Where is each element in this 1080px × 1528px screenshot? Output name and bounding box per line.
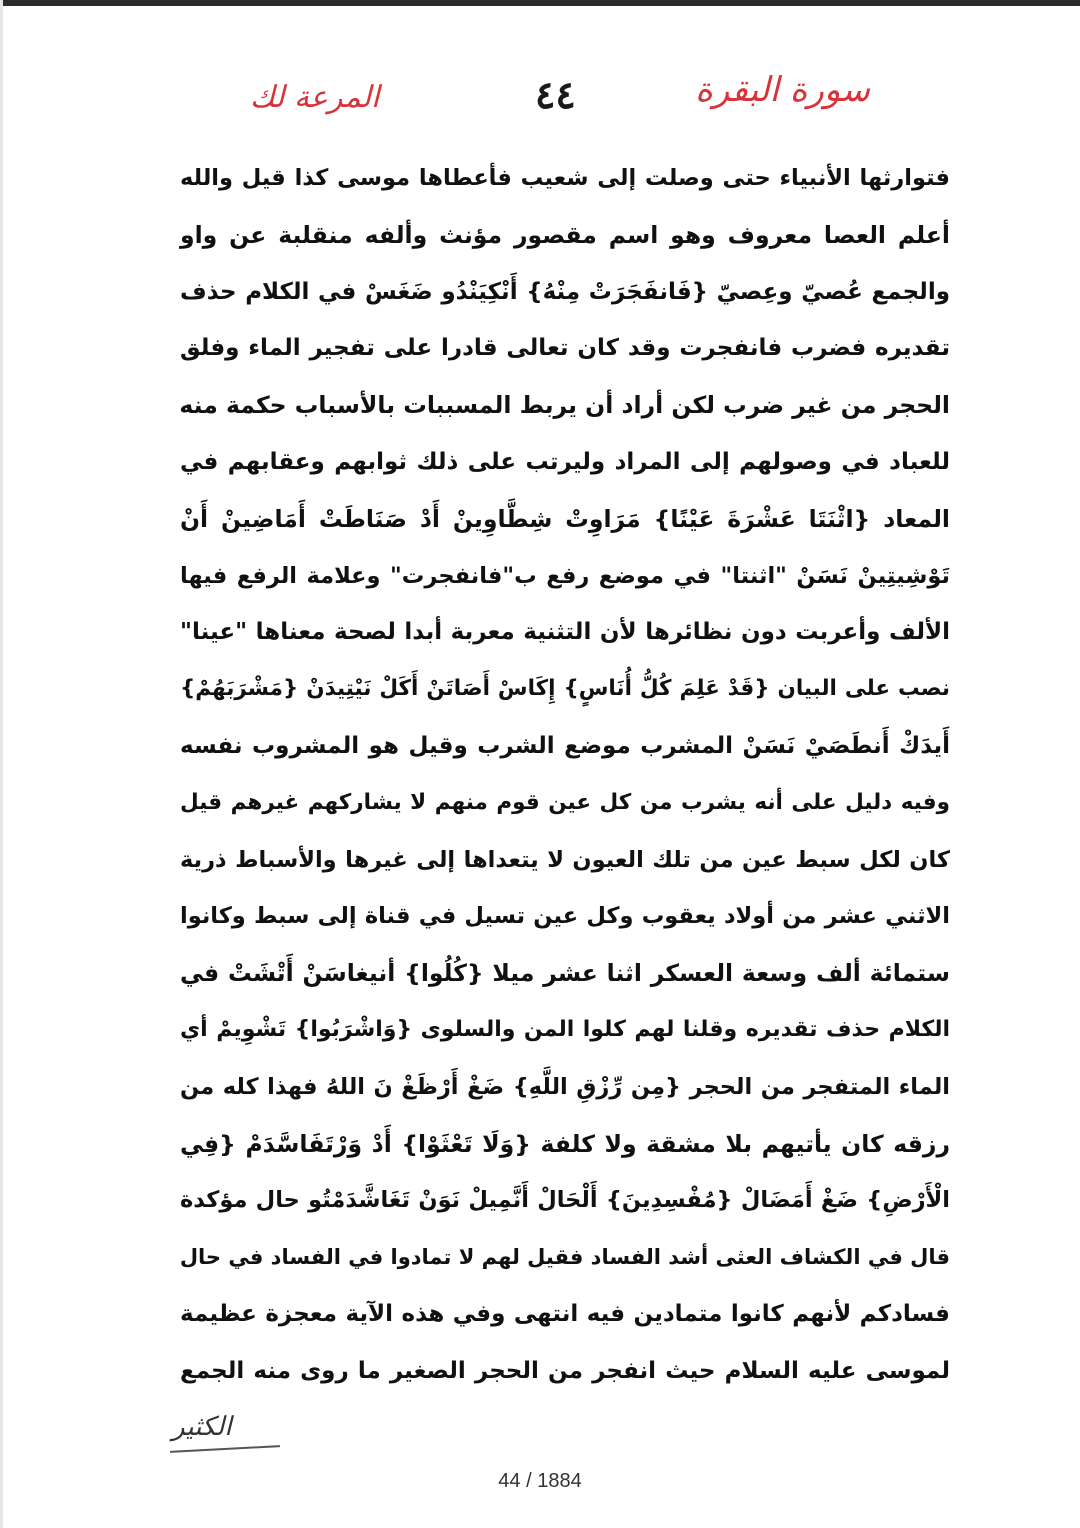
text-line: الاثني عشر من أولاد يعقوب وكل عين تسيل في قناة إلى سبط وكانوا	[180, 903, 950, 930]
text-line: رزقه كان يأتيهم بلا مشقة ولا كلفة {وَلَا تَعْثَوْا} أَدْ وَرْتَفَاسَّدَمْ {فِي	[180, 1129, 950, 1158]
header-note: المرعة لك	[250, 80, 380, 115]
text-line: المعاد {اثْنَتَا عَشْرَةَ عَيْنًا} مَرَاوِتْ شِطَّاوِينْ أَدْ صَنَاطَتْ أَمَاضِينْ أَنْ	[180, 504, 950, 533]
text-line: والجمع عُصيّ وعِصيّ {فَانفَجَرَتْ مِنْهُ} أَنْكِيَنْدُو ضَغَسْ في الكلام حذف	[180, 278, 950, 305]
text-line: تقديره فضرب فانفجرت وقد كان تعالى قادرا على تفجير الماء وفلق	[180, 335, 950, 362]
text-line: للعباد في وصولهم إلى المراد وليرتب على ذلك ثوابهم وعقابهم في	[180, 448, 950, 475]
body-text	[180, 150, 950, 1400]
text-line: لموسى عليه السلام حيث انفجر من الحجر الصغير ما روى منه الجمع	[180, 1357, 950, 1384]
text-line: الألف وأعربت دون نظائرها لأن التثنية معربة أبدا لصحة معناها "عينا"	[180, 619, 950, 646]
scan-edge-top	[0, 0, 1080, 6]
text-line: أعلم العصا معروف وهو اسم مقصور مؤنث وألفه منقلبة عن واو	[180, 220, 950, 249]
text-line: الحجر من غير ضرب لكن أراد أن يربط المسببات بالأسباب حكمة منه	[179, 391, 950, 420]
text-line: ستمائة ألف وسعة العسكر اثنا عشر ميلا {كُلُوا} أنيغاسَنْ أَتْشَتْ في	[180, 959, 950, 988]
text-line: فسادكم لأنهم كانوا متمادين فيه انتهى وفي هذه الآية معجزة عظيمة	[180, 1300, 950, 1327]
text-line: تَوْشِيتِينْ نَسَنْ "اثنتا" في موضع رفع ب"فانفجرت" وعلامة الرفع فيها	[180, 562, 950, 589]
page-number: ٤٤	[535, 72, 576, 117]
text-line: وفيه دليل على أنه يشرب من كل عين قوم منهم لا يشاركهم غيرهم قيل	[180, 789, 950, 815]
scan-edge-left	[0, 0, 3, 1528]
text-line: قال في الكشاف العثى أشد الفساد فقيل لهم لا تمادوا في الفساد في حال	[179, 1245, 950, 1270]
catchword-underline	[170, 1445, 280, 1453]
text-line: الْأَرْضِ} ضَغْ أَمَضَالْ {مُفْسِدِينَ} أَلْحَالْ أَنَّمِيلْ نَوَنْ تَغَاشَّدَمْتُو حال مؤكدة	[180, 1187, 950, 1214]
catchword: الكثير	[172, 1412, 232, 1442]
text-line: كان لكل سبط عين من تلك العيون لا يتعداها إلى غيرها والأسباط ذرية	[180, 846, 950, 873]
text-line: الماء المتفجر من الحجر {مِن رِّزْقِ اللَّهِ} ضَغْ أَرْظَغْ نَ اللهُ فهذا كله من	[180, 1073, 950, 1100]
page-counter: 44 / 1884	[498, 1470, 582, 1492]
surah-name: سورة البقرة	[695, 70, 870, 110]
text-line: نصب على البيان {قَدْ عَلِمَ كُلُّ أُنَاسٍ} إِكَاسْ أَصَاتَنْ أَكَلْ نَيْتِيدَنْ {مَشْرَبَهُمْ}	[180, 676, 950, 702]
text-line: أَيدَكْ أَنطَصَيْ نَسَنْ المشرب موضع الشرب وقيل هو المشروب نفسه	[180, 732, 950, 759]
text-line: فتوارثها الأنبياء حتى وصلت إلى شعيب فأعطاها موسى كذا قيل والله	[180, 165, 950, 191]
page-header	[180, 60, 960, 140]
text-line: الكلام حذف تقديره وقلنا لهم كلوا المن والسلوى {وَاشْرَبُوا} تَشْوِيمْ أي	[180, 1016, 950, 1042]
